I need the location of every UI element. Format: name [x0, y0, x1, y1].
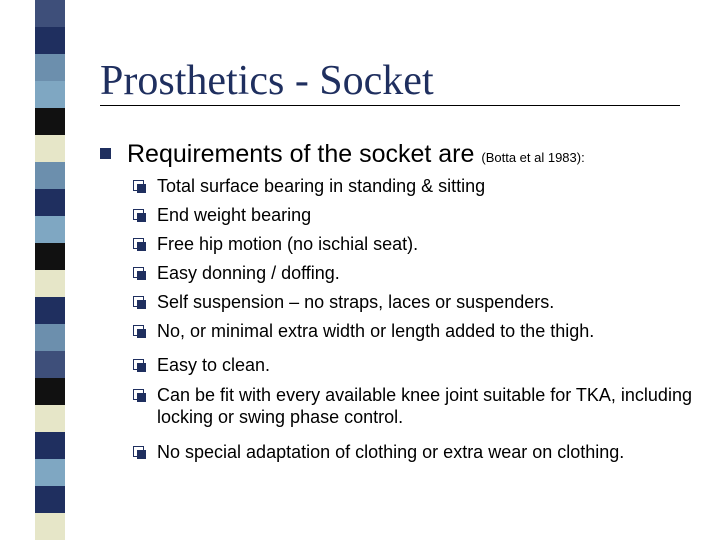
- sub-bullet-text: Self suspension – no straps, laces or suspenders.: [157, 292, 555, 312]
- stripe-block: [35, 162, 65, 189]
- stripe-block: [35, 351, 65, 378]
- checkbox-bullet-icon: [133, 238, 144, 249]
- main-bullet: [100, 140, 585, 169]
- sub-bullet: [133, 441, 697, 463]
- main-bullet-text: Requirements of the socket are: [127, 140, 475, 168]
- square-bullet-icon: [100, 148, 111, 159]
- stripe-block: [35, 486, 65, 513]
- stripe-block: [35, 297, 65, 324]
- sub-bullet: [133, 262, 697, 284]
- sub-bullet: [133, 384, 697, 428]
- checkbox-bullet-icon: [133, 180, 144, 191]
- stripe-block: [35, 432, 65, 459]
- checkbox-bullet-icon: [133, 359, 144, 370]
- stripe-block: [35, 216, 65, 243]
- checkbox-bullet-icon: [133, 209, 144, 220]
- checkbox-bullet-icon: [133, 446, 144, 457]
- sub-bullet-text: End weight bearing: [157, 205, 312, 225]
- stripe-block: [35, 243, 65, 270]
- checkbox-bullet-icon: [133, 296, 144, 307]
- sub-bullet-text: Total surface bearing in standing & sitting: [157, 176, 486, 196]
- sub-bullet-text: No, or minimal extra width or length added to the thigh.: [157, 321, 595, 341]
- sub-bullet-text: No special adaptation of clothing or extra wear on clothing.: [157, 442, 625, 462]
- stripe-block: [35, 405, 65, 432]
- stripe-block: [35, 324, 65, 351]
- stripe-block: [35, 27, 65, 54]
- sub-bullet: [133, 204, 697, 226]
- sub-bullet-text: Free hip motion (no ischial seat).: [157, 234, 419, 254]
- stripe-block: [35, 513, 65, 540]
- sub-bullet-text: Easy donning / doffing.: [157, 263, 340, 283]
- main-bullet-citation: (Botta et al 1983):: [481, 150, 585, 165]
- checkbox-bullet-icon: [133, 389, 144, 400]
- stripe-block: [35, 378, 65, 405]
- checkbox-bullet-icon: [133, 325, 144, 336]
- slide-title: Prosthetics - Socket: [100, 58, 434, 104]
- sub-bullet: [133, 320, 697, 342]
- sub-bullet: [133, 354, 697, 376]
- stripe-block: [35, 189, 65, 216]
- stripe-block: [35, 108, 65, 135]
- sub-bullet-text: Easy to clean.: [157, 355, 271, 375]
- stripe-block: [35, 81, 65, 108]
- stripe-block: [35, 135, 65, 162]
- stripe-block: [35, 459, 65, 486]
- sub-bullet: [133, 175, 697, 197]
- decorative-stripe: [35, 0, 65, 540]
- stripe-block: [35, 270, 65, 297]
- sub-bullet: [133, 233, 697, 255]
- stripe-block: [35, 54, 65, 81]
- title-divider: [100, 105, 680, 106]
- sub-bullet-text: Can be fit with every available knee joint suitable for TKA, including locking or swing phase control.: [157, 385, 692, 427]
- checkbox-bullet-icon: [133, 267, 144, 278]
- sub-bullet: [133, 291, 697, 313]
- stripe-block: [35, 0, 65, 27]
